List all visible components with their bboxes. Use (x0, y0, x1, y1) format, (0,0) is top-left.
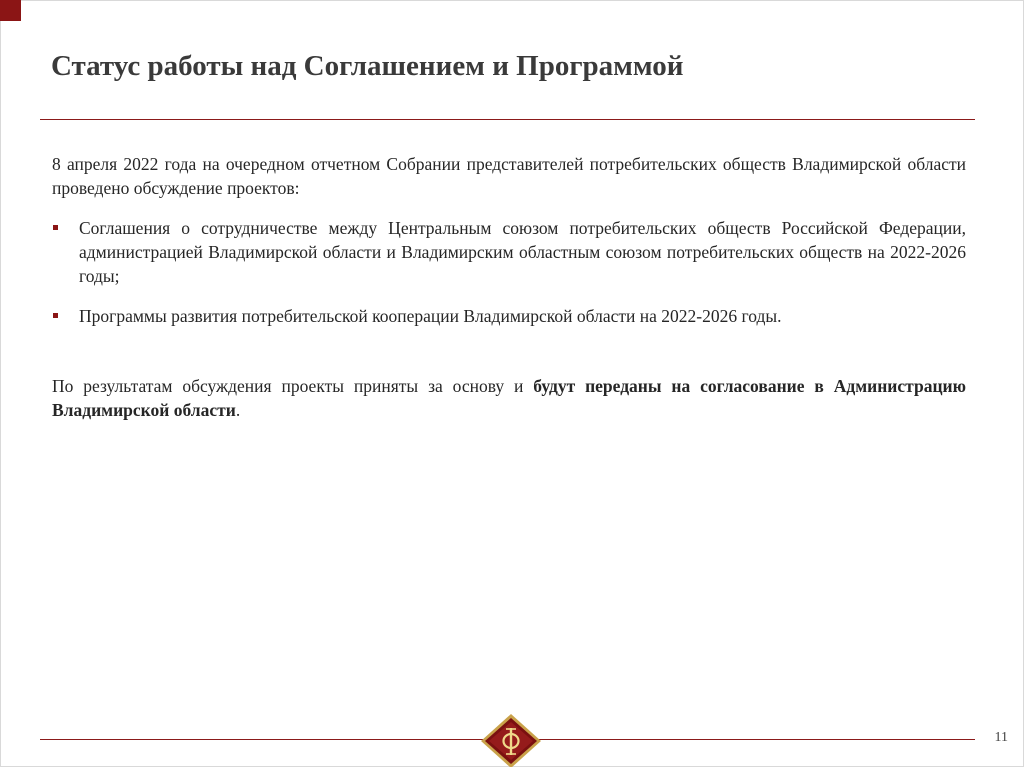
square-bullet-icon (53, 225, 58, 230)
emblem-icon (478, 711, 544, 767)
cooperative-emblem-logo (478, 711, 544, 767)
intro-paragraph: 8 апреля 2022 года на очередном отчетном Собрании представителей потребительских обществ Владимирской области проведено обсуждение проектов: (52, 154, 966, 198)
page-number: 11 (994, 730, 1008, 745)
list-item (52, 304, 966, 328)
list-item (52, 216, 966, 288)
result-prefix: По результатам обсуждения проекты приняты за основу и (52, 376, 534, 396)
bullet-text: Соглашения о сотрудничестве между Центральным союзом потребительских обществ Российской Федерации, администрацией Владимирской области и Владимирским областным союзом потребительских обществ на 2022-2026 годы; (79, 218, 966, 286)
slide-title: Статус работы над Соглашением и Программой (51, 50, 684, 82)
square-bullet-icon (53, 313, 58, 318)
title-divider (40, 119, 975, 120)
bullet-list (52, 216, 966, 328)
result-emphasis: будут переданы на согласование в Администрацию Владимирской области (52, 376, 966, 420)
slide-content (52, 152, 966, 422)
result-paragraph (52, 374, 966, 422)
corner-square-icon (0, 0, 21, 21)
result-suffix: . (235, 400, 241, 420)
bullet-text: Программы развития потребительской кооперации Владимирской области на 2022-2026 годы. (79, 306, 782, 326)
